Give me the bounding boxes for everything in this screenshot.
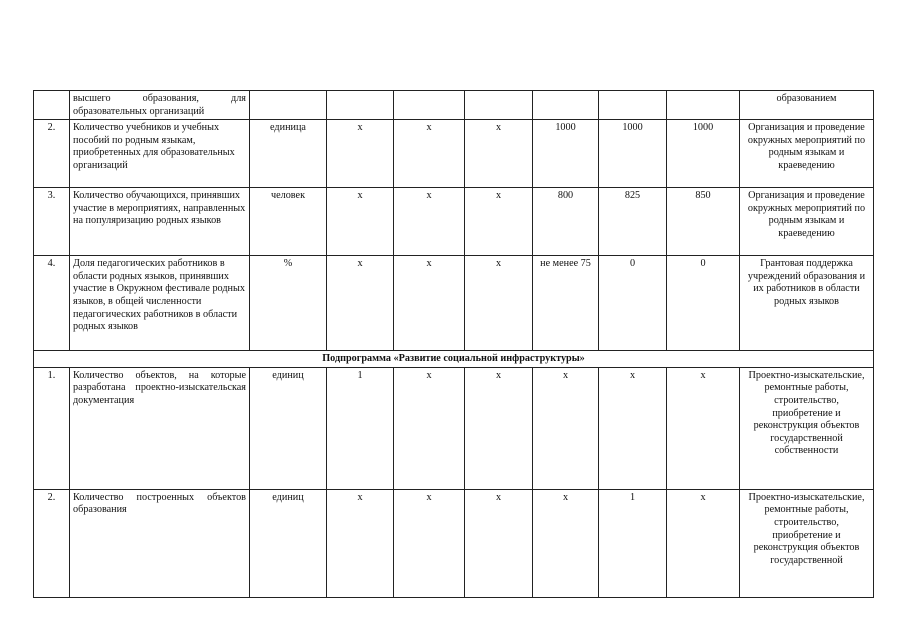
value-cell: 0: [599, 256, 667, 351]
unit-cell: %: [250, 256, 327, 351]
value-cell: х: [465, 188, 533, 256]
indicator-name-cell: Количество обучающихся, принявших участие в мероприятиях, направленных на популяризацию родных языков: [70, 188, 250, 256]
row-number-cell: 1.: [34, 367, 70, 489]
note-cell: образованием: [740, 91, 874, 120]
value-cell: х: [327, 120, 394, 188]
value-cell: х: [465, 120, 533, 188]
value-cell: 1000: [667, 120, 740, 188]
value-cell: 850: [667, 188, 740, 256]
note-cell: Проектно-изыскательские, ремонтные работы, строительство, приобретение и реконструкция объектов государственной: [740, 489, 874, 597]
value-cell: 825: [599, 188, 667, 256]
indicator-name-cell: Количество построенных объектов образования: [70, 489, 250, 597]
value-cell: [533, 91, 599, 120]
value-cell: х: [327, 489, 394, 597]
row-number-cell: 2.: [34, 489, 70, 597]
value-cell: 0: [667, 256, 740, 351]
value-cell: 1000: [599, 120, 667, 188]
value-cell: х: [465, 256, 533, 351]
value-cell: [465, 91, 533, 120]
value-cell: х: [533, 489, 599, 597]
section-row: [34, 351, 874, 368]
row-number-cell: 4.: [34, 256, 70, 351]
value-cell: [667, 91, 740, 120]
note-cell: Организация и проведение окружных мероприятий по родным языкам и краеведению: [740, 120, 874, 188]
table-row: [34, 188, 874, 256]
indicator-name-cell: Доля педагогических работников в области родных языков, принявших участие в Окружном фестивале родных языков, в общей численности педагогических работников в области родных языков: [70, 256, 250, 351]
value-cell: х: [667, 367, 740, 489]
indicators-table: [33, 90, 874, 598]
value-cell: 1: [327, 367, 394, 489]
value-cell: х: [394, 367, 465, 489]
unit-cell: [250, 91, 327, 120]
value-cell: х: [327, 188, 394, 256]
value-cell: х: [465, 489, 533, 597]
value-cell: х: [327, 256, 394, 351]
value-cell: х: [465, 367, 533, 489]
value-cell: х: [394, 256, 465, 351]
table-row: [34, 489, 874, 597]
table-row: [34, 256, 874, 351]
value-cell: не менее 75: [533, 256, 599, 351]
value-cell: [394, 91, 465, 120]
table-row: [34, 367, 874, 489]
value-cell: [599, 91, 667, 120]
value-cell: х: [394, 120, 465, 188]
row-number-cell: [34, 91, 70, 120]
value-cell: х: [667, 489, 740, 597]
indicator-name-cell: высшего образования, для образовательных организаций: [70, 91, 250, 120]
unit-cell: человек: [250, 188, 327, 256]
row-number-cell: 2.: [34, 120, 70, 188]
row-number-cell: 3.: [34, 188, 70, 256]
unit-cell: единиц: [250, 489, 327, 597]
indicator-name-cell: Количество учебников и учебных пособий по родным языкам, приобретенных для образовательных организаций: [70, 120, 250, 188]
table-row: [34, 120, 874, 188]
note-cell: Организация и проведение окружных мероприятий по родным языкам и краеведению: [740, 188, 874, 256]
value-cell: 1000: [533, 120, 599, 188]
table-row: [34, 91, 874, 120]
note-cell: Проектно-изыскательские, ремонтные работы, строительство, приобретение и реконструкция объектов государственной собственности: [740, 367, 874, 489]
subprogram-title: Подпрограмма «Развитие социальной инфраструктуры»: [34, 351, 874, 368]
indicator-name-cell: Количество объектов, на которые разработана проектно-изыскательская документация: [70, 367, 250, 489]
value-cell: 1: [599, 489, 667, 597]
value-cell: х: [533, 367, 599, 489]
value-cell: 800: [533, 188, 599, 256]
note-cell: Грантовая поддержка учреждений образования и их работников в области родных языков: [740, 256, 874, 351]
value-cell: х: [394, 188, 465, 256]
value-cell: х: [599, 367, 667, 489]
unit-cell: единица: [250, 120, 327, 188]
unit-cell: единиц: [250, 367, 327, 489]
value-cell: [327, 91, 394, 120]
value-cell: х: [394, 489, 465, 597]
